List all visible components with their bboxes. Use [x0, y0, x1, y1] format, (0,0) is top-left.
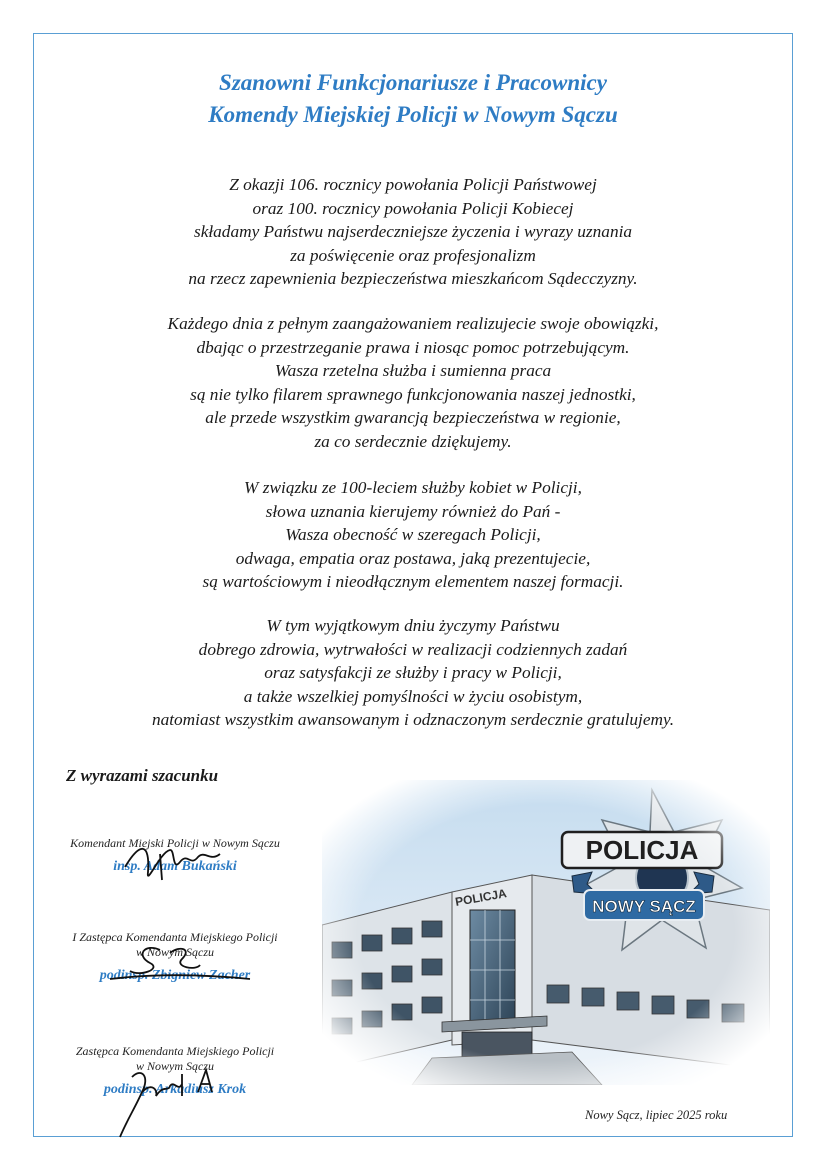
title-line-2: Komendy Miejskiej Policji w Nowym Sączu — [208, 102, 618, 127]
signature-scribble-1 — [120, 832, 240, 892]
text-line: oraz 100. rocznicy powołania Policji Kobiecej — [252, 198, 574, 218]
text-line: W związku ze 100-leciem służby kobiet w Policji, — [244, 478, 582, 497]
text-line: dobrego zdrowia, wytrwałości w realizacji codziennych zadań — [198, 639, 628, 659]
paragraph-4 — [60, 614, 766, 732]
headquarters-photo — [322, 780, 770, 1085]
signatory-name: podinsp. Arkadiusz Krok — [103, 1082, 247, 1097]
signatory-role: I Zastępca Komendanta Miejskiego Policji — [72, 930, 278, 944]
closing-regards: Z wyrazami szacunku — [66, 766, 219, 785]
signature-scribble-2 — [100, 935, 260, 990]
signatory-role: w Nowym Sączu — [136, 1059, 214, 1073]
place-and-date: Nowy Sącz, lipiec 2025 roku — [585, 1108, 728, 1122]
title-line-1: Szanowni Funkcjonariusze i Pracownicy — [219, 70, 607, 95]
signature-scribble-3 — [112, 1062, 222, 1142]
paragraph-1 — [60, 173, 766, 291]
text-line: słowa uznania kierujemy również do Pań - — [265, 501, 561, 521]
text-line: Wasza obecność w szeregach Policji, — [285, 525, 541, 545]
text-line: za poświęcenie oraz profesjonalizm — [290, 245, 536, 265]
text-line: Z okazji 106. rocznicy powołania Policji Państwowej — [229, 175, 597, 194]
text-line: dbając o przestrzeganie prawa i niosąc pomoc potrzebującym. — [196, 337, 630, 357]
text-line: ale przede wszystkim gwarancją bezpieczeństwa w regionie, — [205, 408, 621, 428]
text-line: są nie tylko filarem sprawnego funkcjonowania naszej jednostki, — [190, 384, 636, 404]
text-line: Wasza rzetelna służba i sumienna praca — [274, 361, 552, 381]
paragraph-2 — [60, 312, 766, 454]
text-line: składamy Państwu najserdeczniejsze życzenia i wyrazy uznania — [193, 222, 633, 242]
text-line: są wartościowym i nieodłącznym elementem naszej formacji. — [202, 572, 624, 592]
text-line: Każdego dnia z pełnym zaangażowaniem realizujecie swoje obowiązki, — [167, 314, 659, 333]
photo-vignette — [322, 780, 770, 1085]
signatory-role: Zastępca Komendanta Miejskiego Policji — [75, 1044, 275, 1058]
text-line: W tym wyjątkowym dniu życzymy Państwu — [266, 616, 560, 635]
text-line: natomiast wszystkim awansowanym i odznaczonym serdecznie gratulujemy. — [151, 710, 675, 730]
signatory-name: podinsp. Zbigniew Zacher — [99, 968, 251, 983]
signatory-role: Komendant Miejski Policji w Nowym Sączu — [70, 836, 280, 850]
text-line: a także wszelkiej pomyślności w życiu osobistym, — [243, 686, 583, 706]
text-line: odwaga, empatia oraz postawa, jaką prezentujecie, — [235, 548, 591, 568]
letter-title — [0, 67, 826, 131]
text-line: na rzecz zapewnienia bezpieczeństwa mieszkańcom Sądecczyzny. — [188, 269, 638, 289]
text-line: za co serdecznie dziękujemy. — [314, 431, 512, 451]
paragraph-3 — [60, 476, 766, 594]
signatory-name: insp. Adam Bukański — [113, 859, 237, 874]
signatory-role: w Nowym Sączu — [136, 945, 214, 959]
text-line: oraz satysfakcji ze służby i pracy w Policji, — [264, 663, 562, 683]
